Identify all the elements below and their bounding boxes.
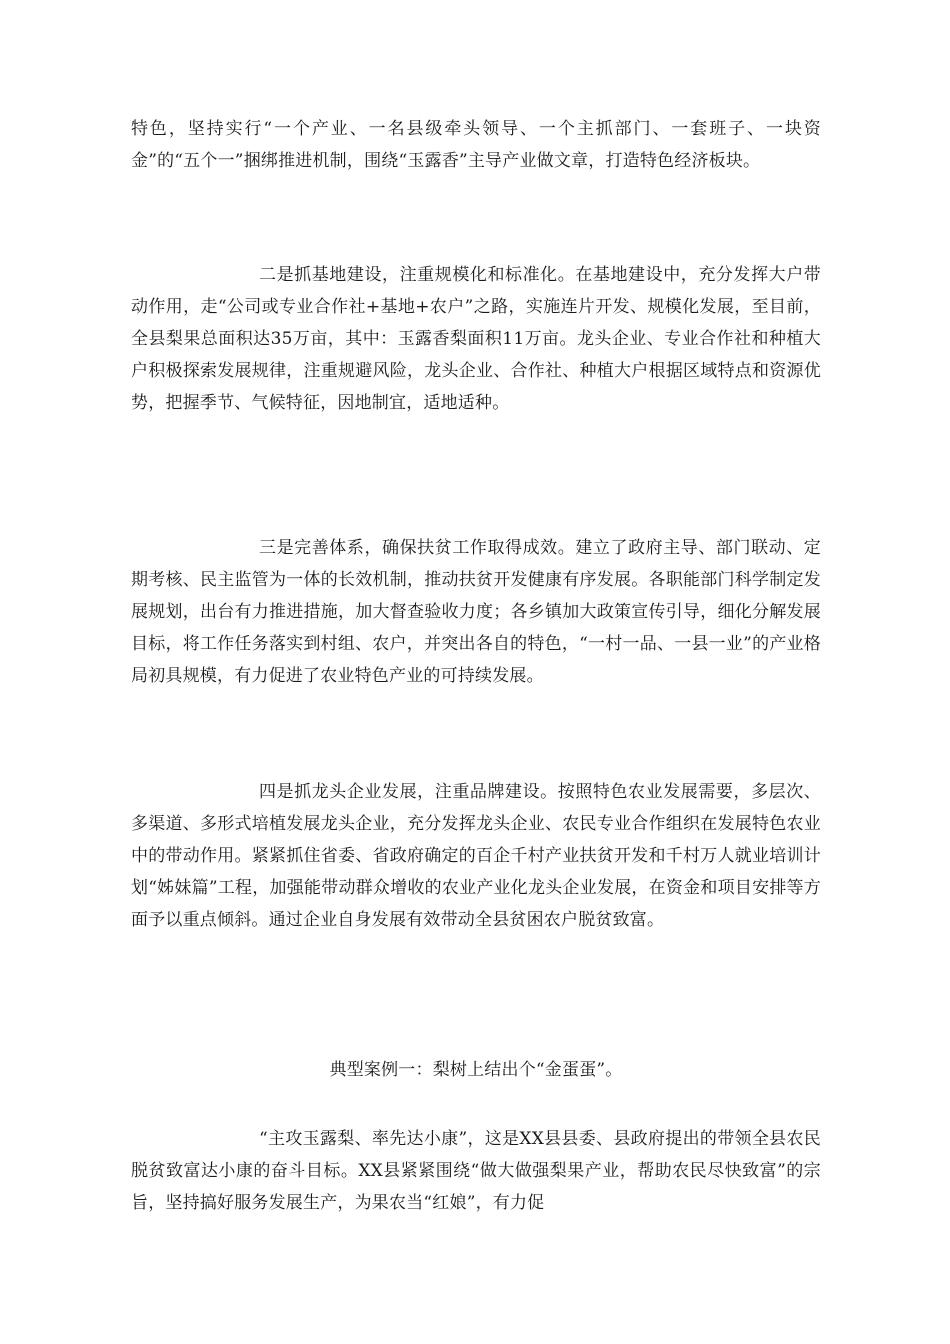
paragraph-base-construction: 二是抓基地建设，注重规模化和标准化。在基地建设中，充分发挥大户带动作用，走“公司或专业合作社+基地+农户”之路，实施连片开发、规模化发展，至目前，全县梨果总面积达35万亩，其中：玉露香梨面积11万亩。龙头企业、专业合作社和种植大户积极探索发展规律，注重规避风险，龙头企业、合作社、种植大户根据区域特点和资源优势，把握季节、气候特征，因地制宜，适地适种。 xyxy=(131,265,821,413)
paragraph-case-intro: “主攻玉露梨、率先达小康”，这是XX县县委、县政府提出的带领全县农民脱贫致富达小康的奋斗目标。XX县紧紧围绕“做大做强梨果产业，帮助农民尽快致富”的宗旨，坚持搞好服务发展生产，为果农当“红娘”，有力促 xyxy=(131,1129,821,1213)
paragraph-leading-enterprises: 四是抓龙头企业发展，注重品牌建设。按照特色农业发展需要，多层次、多渠道、多形式培植发展龙头企业，充分发挥龙头企业、农民专业合作组织在发展特色农业中的带动作用。紧紧抓住省委、省政府确定的百企千村产业扶贫开发和千村万人就业培训计划“姊妹篇”工程，加强能带动群众增收的农业产业化龙头企业发展，在资金和项目安排等方面予以重点倾斜。通过企业自身发展有效带动全县贫困农户脱贫致富。 xyxy=(131,782,821,930)
paragraph-continuation: 特色，坚持实行“一个产业、一名县级牵头领导、一个主抓部门、一套班子、一块资金”的“五个一”捆绑推进机制，围绕“玉露香”主导产业做文章，打造特色经济板块。 xyxy=(131,119,821,171)
paragraph-system-improvement: 三是完善体系，确保扶贫工作取得成效。建立了政府主导、部门联动、定期考核、民主监管为一体的长效机制，推动扶贫开发健康有序发展。各职能部门科学制定发展规划，出台有力推进措施，加大督查验收力度；各乡镇加大政策宣传引导，细化分解发展目标，将工作任务落实到村组、农户，并突出各自的特色，“一村一品、一县一业”的产业格局初具规模，有力促进了农业特色产业的可持续发展。 xyxy=(131,538,821,686)
case-heading: 典型案例一：梨树上结出个“金蛋蛋”。 xyxy=(329,1060,623,1080)
